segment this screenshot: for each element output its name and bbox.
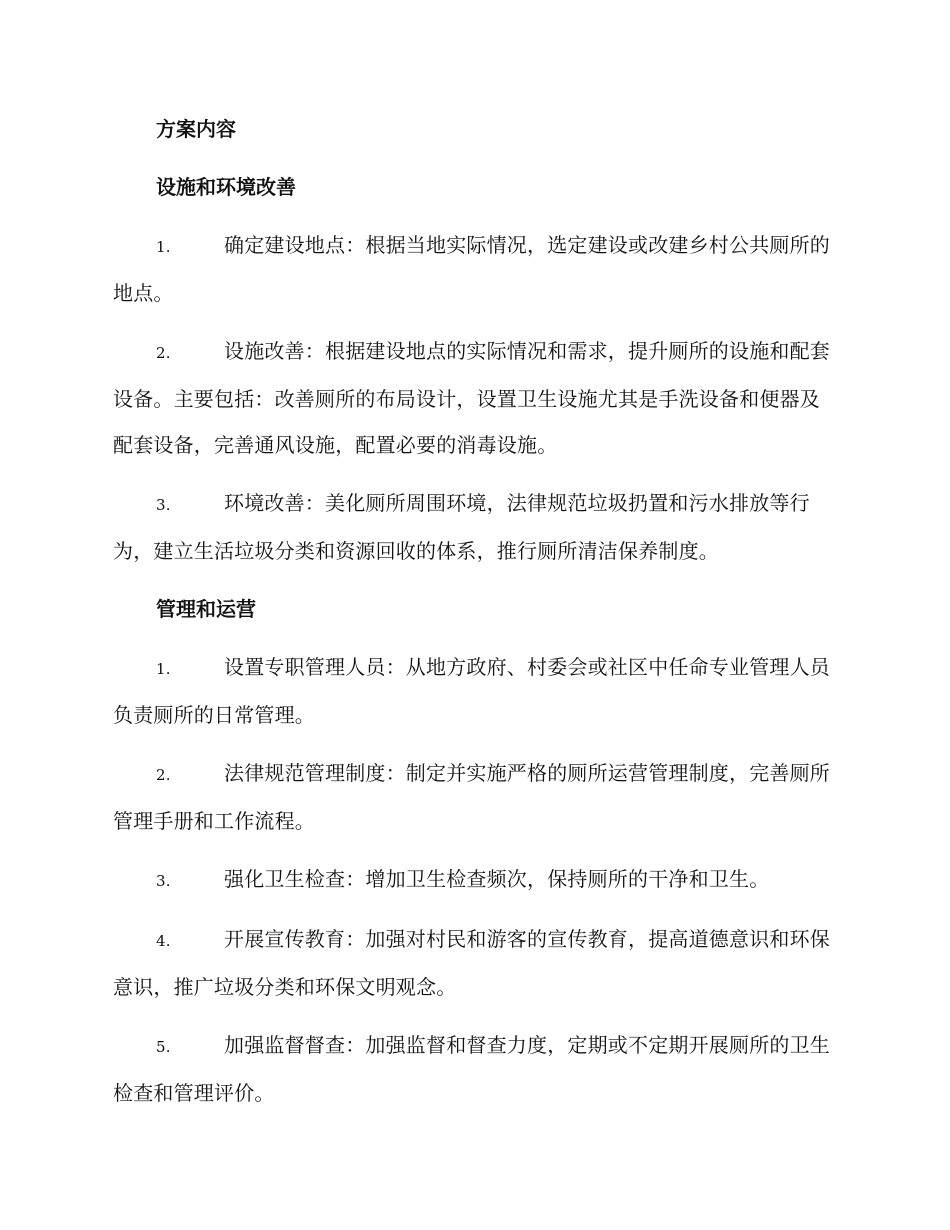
- section-heading-management: 管理和运营: [156, 597, 256, 621]
- list-item-text: 确定建设地点：根据当地实际情况，选定建设或改建乡村公共厕所的地点。: [113, 233, 830, 305]
- document-title: 方案内容: [156, 117, 236, 141]
- list-item-text: 开展宣传教育：加强对村民和游客的宣传教育，提高道德意识和环保意识，推广垃圾分类和环保文明观念。: [113, 927, 830, 999]
- list-item: [113, 1022, 835, 1116]
- document-body: [113, 106, 835, 1128]
- list-item-number: 1.: [156, 238, 171, 256]
- list-item-text: 加强监督督查：加强监督和督查力度，定期或不定期开展厕所的卫生检查和管理评价。: [113, 1033, 830, 1105]
- list-item-text: 设施改善：根据建设地点的实际情况和需求，提升厕所的设施和配套设备。主要包括：改善厕所的布局设计，设置卫生设施尤其是手洗设备和便器及配套设备，完善通风设施，配置必要的消毒设施。: [113, 339, 830, 457]
- list-item: [113, 222, 835, 316]
- list-item-number: 2.: [156, 344, 171, 362]
- list-item-number: 3.: [156, 496, 171, 514]
- list-item-text: 环境改善：美化厕所周围环境，法律规范垃圾扔置和污水排放等行为，建立生活垃圾分类和资源回收的体系，推行厕所清洁保养制度。: [113, 491, 810, 563]
- list-item-number: 2.: [156, 766, 171, 784]
- list-item-number: 1.: [156, 660, 171, 678]
- list-item: [113, 916, 835, 1010]
- list-item: [113, 644, 835, 738]
- list-item-text: 设置专职管理人员：从地方政府、村委会或社区中任命专业管理人员负责厕所的日常管理。: [113, 655, 830, 727]
- list-item: [113, 328, 835, 468]
- list-item-number: 4.: [156, 932, 171, 950]
- list-item-text: 法律规范管理制度：制定并实施严格的厕所运营管理制度，完善厕所管理手册和工作流程。: [113, 761, 830, 833]
- list-item-number: 5.: [156, 1038, 171, 1056]
- list-item-text: 强化卫生检查：增加卫生检查频次，保持厕所的干净和卫生。: [224, 867, 770, 891]
- list-item: [113, 856, 835, 904]
- list-item-number: 3.: [156, 872, 171, 890]
- section-heading-facilities: 设施和环境改善: [156, 175, 296, 199]
- list-item: [113, 750, 835, 844]
- list-item: [113, 480, 835, 574]
